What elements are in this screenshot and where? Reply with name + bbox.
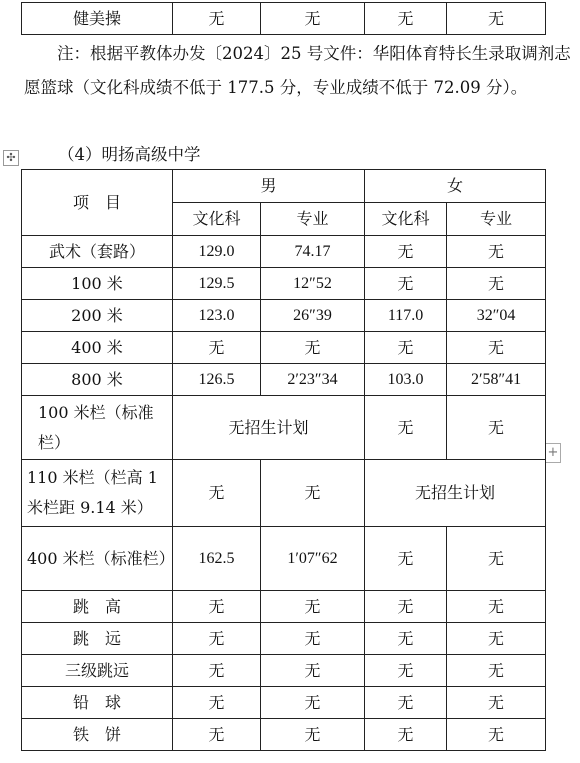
table-cell: 无 bbox=[365, 623, 447, 655]
table-cell: 无 bbox=[365, 719, 447, 751]
table-cell: 1′07″62 bbox=[261, 527, 365, 591]
item-header: 项 目 bbox=[22, 170, 173, 236]
row-label: 跳 高 bbox=[22, 591, 173, 623]
row-label: 100 米 bbox=[22, 268, 173, 300]
female-header: 女 bbox=[365, 170, 546, 203]
row-label: 武术（套路） bbox=[22, 236, 173, 268]
table-cell: 162.5 bbox=[173, 527, 261, 591]
row-label: 400 米 bbox=[22, 332, 173, 364]
table-cell: 126.5 bbox=[173, 364, 261, 396]
table-cell: 无 bbox=[173, 460, 261, 527]
table-cell: 无 bbox=[447, 623, 546, 655]
sub-header: 文化科 bbox=[365, 203, 447, 236]
table-cell: 无 bbox=[365, 3, 447, 35]
table-row bbox=[22, 460, 546, 527]
table-cell: 无 bbox=[261, 591, 365, 623]
row-label-text: 100 米栏（标准栏） bbox=[38, 402, 154, 452]
table-row bbox=[22, 591, 546, 623]
table-cell: 无 bbox=[365, 687, 447, 719]
table-row bbox=[22, 655, 546, 687]
merged-cell: 无招生计划 bbox=[173, 396, 365, 460]
table-cell: 无 bbox=[173, 655, 261, 687]
table-cell: 123.0 bbox=[173, 300, 261, 332]
table-cell: 无 bbox=[447, 236, 546, 268]
table-cell: 117.0 bbox=[365, 300, 447, 332]
table-cell: 无 bbox=[173, 623, 261, 655]
table-row bbox=[22, 527, 546, 591]
table-cell: 2′23″34 bbox=[261, 364, 365, 396]
row-label bbox=[22, 396, 173, 460]
table-cell: 129.0 bbox=[173, 236, 261, 268]
table-cell: 无 bbox=[261, 655, 365, 687]
table-row bbox=[22, 268, 546, 300]
table-cell: 无 bbox=[447, 527, 546, 591]
row-label bbox=[22, 460, 173, 527]
table-cell: 无 bbox=[173, 3, 261, 35]
table-cell: 无 bbox=[173, 332, 261, 364]
row-label: 200 米 bbox=[22, 300, 173, 332]
merged-cell: 无招生计划 bbox=[365, 460, 546, 527]
table-cell: 无 bbox=[447, 332, 546, 364]
row-label: 健美操 bbox=[22, 3, 173, 35]
row-label: 三级跳远 bbox=[22, 655, 173, 687]
add-column-icon[interactable]: + bbox=[545, 443, 561, 463]
row-label: 跳 远 bbox=[22, 623, 173, 655]
table-cell: 无 bbox=[365, 236, 447, 268]
table-cell: 无 bbox=[173, 719, 261, 751]
section-title: （4）明扬高级中学 bbox=[58, 145, 201, 164]
row-label bbox=[22, 527, 173, 591]
table-row bbox=[22, 332, 546, 364]
table-row bbox=[22, 396, 546, 460]
row-label: 800 米 bbox=[22, 364, 173, 396]
table-cell: 无 bbox=[365, 591, 447, 623]
table-row bbox=[22, 719, 546, 751]
table-cell: 无 bbox=[365, 655, 447, 687]
table-cell: 无 bbox=[173, 591, 261, 623]
table-cell: 无 bbox=[365, 268, 447, 300]
row-label-text: 400 米栏（标准栏） bbox=[27, 548, 175, 568]
row-label-text: 110 米栏（栏高 1 米栏距 9.14 米） bbox=[27, 468, 158, 517]
table-cell: 129.5 bbox=[173, 268, 261, 300]
table-cell: 无 bbox=[365, 396, 447, 460]
table-cell: 12″52 bbox=[261, 268, 365, 300]
table-cell: 无 bbox=[261, 3, 365, 35]
table-row bbox=[22, 300, 546, 332]
table-row bbox=[22, 3, 546, 35]
table-cell: 无 bbox=[447, 3, 546, 35]
admission-table bbox=[21, 169, 546, 751]
table-cell: 无 bbox=[261, 460, 365, 527]
row-label: 铁 饼 bbox=[22, 719, 173, 751]
table-cell: 无 bbox=[447, 268, 546, 300]
row-label: 铅 球 bbox=[22, 687, 173, 719]
header-row-gender bbox=[22, 170, 546, 203]
table-row bbox=[22, 623, 546, 655]
table-move-handle-icon[interactable]: ✣ bbox=[3, 150, 19, 166]
table-row bbox=[22, 364, 546, 396]
sub-header: 专业 bbox=[261, 203, 365, 236]
table-cell: 无 bbox=[261, 623, 365, 655]
table-cell: 无 bbox=[173, 687, 261, 719]
table-row bbox=[22, 687, 546, 719]
note-paragraph: 注：根据平教体办发〔2024〕25 号文件：华阳体育特长生录取调剂志愿篮球（文化科成绩不低于 177.5 分，专业成绩不低于 72.09 分）。 bbox=[24, 44, 571, 97]
table-cell: 无 bbox=[365, 527, 447, 591]
table-cell: 无 bbox=[447, 719, 546, 751]
previous-table-fragment bbox=[21, 2, 546, 35]
table-cell: 无 bbox=[365, 332, 447, 364]
table-row bbox=[22, 236, 546, 268]
table-cell: 26″39 bbox=[261, 300, 365, 332]
sub-header: 专业 bbox=[447, 203, 546, 236]
table-cell: 74.17 bbox=[261, 236, 365, 268]
table-cell: 无 bbox=[447, 396, 546, 460]
table-cell: 无 bbox=[447, 591, 546, 623]
table-cell: 无 bbox=[447, 655, 546, 687]
sub-header: 文化科 bbox=[173, 203, 261, 236]
table-cell: 无 bbox=[261, 719, 365, 751]
table-cell: 无 bbox=[261, 332, 365, 364]
male-header: 男 bbox=[173, 170, 365, 203]
table-cell: 无 bbox=[447, 687, 546, 719]
table-cell: 2′58″41 bbox=[447, 364, 546, 396]
table-cell: 103.0 bbox=[365, 364, 447, 396]
table-cell: 32″04 bbox=[447, 300, 546, 332]
table-cell: 无 bbox=[261, 687, 365, 719]
